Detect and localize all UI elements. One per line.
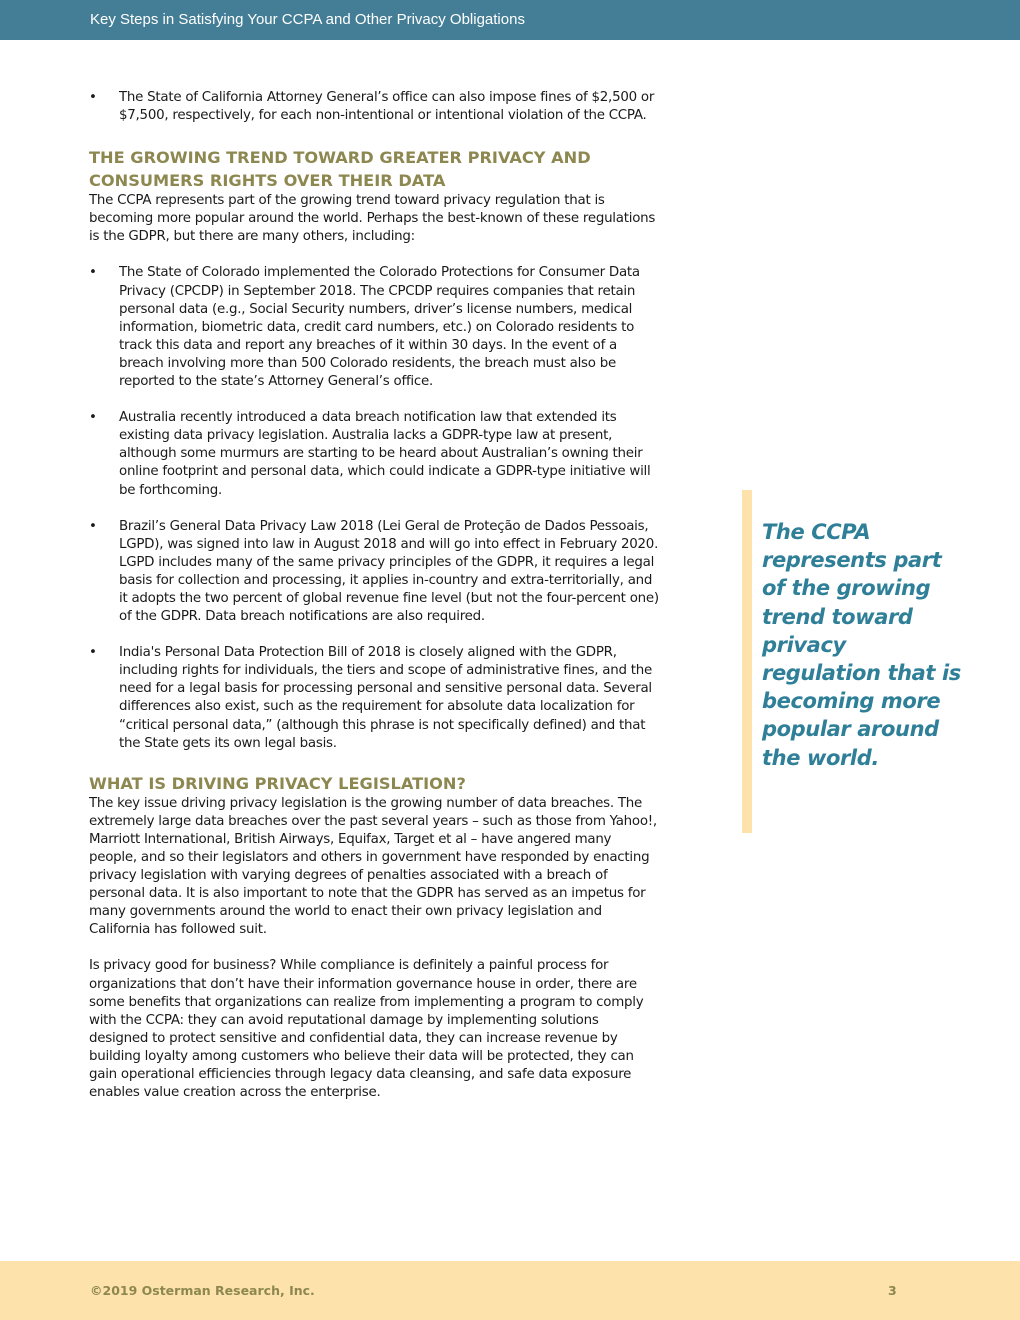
bullet-text: India's Personal Data Protection Bill of 2018 is closely aligned with the GDPR, including rights for individuals, the tiers and scope of administrative fines, and the need for a legal basis for processing personal and sensitive personal data. Several differences also exist, such as the requirement for absolute data localization for “critical personal data,” (although this phrase is not specifically defined) and that the State gets its own legal basis. [119,645,652,751]
list-item [89,264,659,391]
list-item [89,644,659,753]
document-title: Key Steps in Satisfying Your CCPA and Other Privacy Obligations [90,11,525,28]
regulations-bullet-list [89,264,659,752]
main-content [89,89,659,1102]
section-paragraph: Is privacy good for business? While compliance is definitely a painful process for organizations that don’t have their information governance house in order, there are some benefits that organizations can realize from implementing a program to comply with the CCPA: they can avoid reputational damage by implementing solutions designed to protect sensitive and confidential data, they can increase revenue by building loyalty among customers who believe their data will be protected, they can gain operational efficiencies through legacy data cleansing, and safe data exposure enables value creation across the enterprise. [89,958,644,1101]
list-item [89,518,659,627]
pull-quote: The CCPA represents part of the growing trend toward privacy regulation that is becoming more popular around the world. [762,520,961,770]
intro-bullet-list [89,89,659,125]
bullet-text: The State of Colorado implemented the Colorado Protections for Consumer Data Privacy (CPCDP) in September 2018. The CPCDP requires companies that retain personal data (e.g., Social Security numbers, driver’s license numbers, medical information, biometric data, credit card numbers, etc.) on Colorado residents to track this data and report any breaches of it within 30 days. In the event of a breach involving more than 500 Colorado residents, the breach must also be reported to the state’s Attorney General’s office. [119,265,640,390]
footer-copyright: ©2019 Osterman Research, Inc. [90,1283,315,1298]
section-paragraph: The CCPA represents part of the growing trend toward privacy regulation that is becoming more popular around the world. Perhaps the best-known of these regulations is the GDPR, but there are many others, including: [89,193,656,245]
bullet-icon: • [89,518,97,534]
bullet-text: Australia recently introduced a data breach notification law that extended its existing data privacy legislation. Australia lacks a GDPR-type law at present, although some murmurs are starting to be heard about Australian’s owning their online footprint and personal data, which could indicate a GDPR-type initiative will be forthcoming. [119,410,651,498]
bullet-text: Brazil’s General Data Privacy Law 2018 (Lei Geral de Proteção de Dados Pessoais, LGPD), was signed into law in August 2018 and will go into effect in February 2020. LGPD includes many of the same privacy principles of the GDPR, it requires a legal basis for collection and processing, it applies in-country and extra-territorially, and it adopts the two percent of global revenue fine level (but not the four-percent one) of the GDPR. Data breach notifications are also required. [119,518,659,625]
bullet-icon: • [89,90,97,105]
pull-quote-accent-bar [742,490,752,833]
bullet-icon: • [89,645,97,661]
page-number: 3 [888,1283,897,1298]
bullet-text: The State of California Attorney General’s office can also impose fines of $2,500 or $7,500, respectively, for each non-intentional or intentional violation of the CCPA. [119,90,655,124]
list-item [89,89,659,125]
list-item [89,409,659,499]
bullet-icon: • [89,265,97,281]
bullet-icon: • [89,410,97,426]
section-heading-driving-legislation: WHAT IS DRIVING PRIVACY LEGISLATION? [89,773,466,793]
header-bar [0,0,1020,40]
section-heading-growing-trend: THE GROWING TREND TOWARD GREATER PRIVACY AND CONSUMERS RIGHTS OVER THEIR DATA [89,148,591,191]
section-paragraph: The key issue driving privacy legislation is the growing number of data breaches. The extremely large data breaches over the past several years – such as those from Yahoo!, Marriott International, British Airways, Equifax, Target et al – have angered many people, and so their legislators and others in government have responded by enacting privacy legislation with varying degrees of penalties associated with a breach of personal data. It is also important to note that the GDPR has served as an impetus for many governments around the world to enact their own privacy legislation and California has followed suit. [89,795,657,938]
